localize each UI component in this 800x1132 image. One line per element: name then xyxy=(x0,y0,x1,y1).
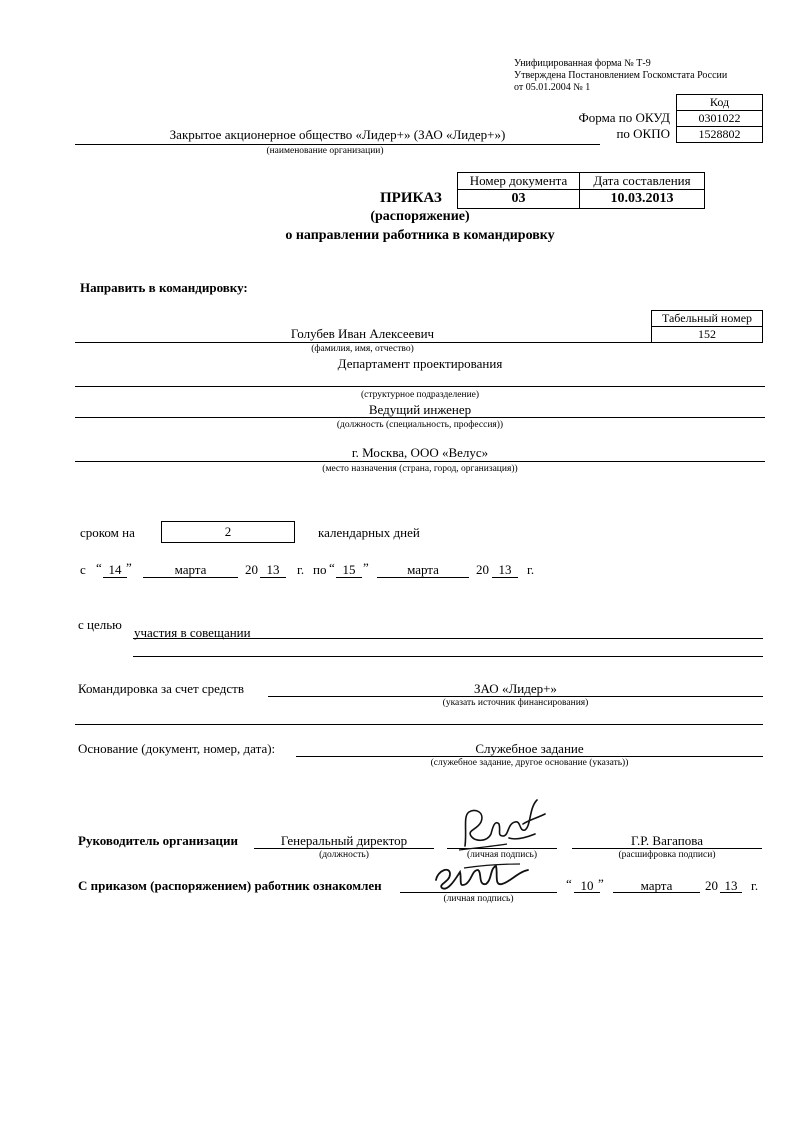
purpose-underline-1 xyxy=(133,638,763,639)
acknowledgement-label: С приказом (распоряжением) работник ознакомлен xyxy=(78,878,382,893)
term-days-label: календарных дней xyxy=(318,525,420,540)
to-month: марта xyxy=(407,562,439,577)
ack-month-underline xyxy=(613,892,700,893)
position-underline xyxy=(75,417,765,418)
document-number: 03 xyxy=(458,190,580,209)
purpose-label: с целью xyxy=(78,617,122,632)
from-close-quote: ” xyxy=(126,560,132,575)
okud-code: 0301022 xyxy=(677,111,763,127)
to-year-suffix: г. xyxy=(527,562,535,577)
funding-value: ЗАО «Лидер+» xyxy=(474,681,557,696)
department: Департамент проектирования xyxy=(337,356,503,371)
term-label: сроком на xyxy=(80,525,135,540)
personnel-number-label: Табельный номер xyxy=(652,311,763,327)
from-century: 20 xyxy=(245,562,258,577)
head-name-underline xyxy=(572,848,762,849)
form-reference-line1: Унифицированная форма № Т-9 xyxy=(514,58,651,69)
funding-underline xyxy=(268,696,763,697)
head-name: Г.Р. Вагапова xyxy=(631,833,703,848)
destination-underline xyxy=(75,461,765,462)
ack-day: 10 xyxy=(580,878,594,893)
purpose-value: участия в совещании xyxy=(134,625,251,640)
order-subject: о направлении работника в командировку xyxy=(285,228,555,243)
employee-signature-icon xyxy=(428,858,538,898)
basis-label: Основание (документ, номер, дата): xyxy=(78,741,276,756)
form-reference-line3: от 05.01.2004 № 1 xyxy=(514,82,591,93)
ack-year-suffix: г. xyxy=(751,878,759,893)
department-caption: (структурное подразделение) xyxy=(360,390,480,400)
personnel-number: 152 xyxy=(652,327,763,343)
ack-open-quote: “ xyxy=(566,876,572,891)
organization-caption: (наименование организации) xyxy=(266,146,384,156)
okpo-label: по ОКПО xyxy=(616,126,670,141)
head-position-underline xyxy=(254,848,434,849)
basis-value: Служебное задание xyxy=(475,741,584,756)
position-caption: (должность (специальность, профессия)) xyxy=(336,420,504,430)
ack-signature-caption: (личная подпись) xyxy=(443,894,514,904)
codes-table xyxy=(676,94,763,143)
organization-name: Закрытое акционерное общество «Лидер+» (ЗАО «Лидер+») xyxy=(169,127,506,142)
from-year-suffix: г. xyxy=(297,562,305,577)
funding-caption: (указать источник финансирования) xyxy=(442,698,589,708)
position-caption: (должность) xyxy=(319,850,369,860)
name-caption: (расшифровка подписи) xyxy=(618,850,716,860)
to-year-underline xyxy=(492,577,518,578)
from-day-underline xyxy=(103,577,127,578)
head-label: Руководитель организации xyxy=(78,833,238,848)
basis-underline xyxy=(296,756,763,757)
from-prefix: с xyxy=(80,562,86,577)
ack-year-underline xyxy=(720,892,742,893)
to-prefix: по xyxy=(313,562,327,577)
form-reference-line2: Утверждена Постановлением Госкомстата России xyxy=(514,70,728,81)
destination: г. Москва, ООО «Велус» xyxy=(351,445,489,460)
to-century: 20 xyxy=(476,562,489,577)
to-close-quote: ” xyxy=(363,560,369,575)
funding-label: Командировка за счет средств xyxy=(78,681,244,696)
employee-name-underline xyxy=(75,342,652,343)
to-day: 15 xyxy=(342,562,356,577)
to-open-quote: “ xyxy=(329,560,335,575)
order-title: ПРИКАЗ xyxy=(380,190,442,206)
from-day: 14 xyxy=(108,562,122,577)
ack-day-underline xyxy=(574,892,600,893)
head-position: Генеральный директор xyxy=(280,833,408,848)
to-day-underline xyxy=(336,577,362,578)
document-date: 10.03.2013 xyxy=(580,190,705,209)
document-number-label: Номер документа xyxy=(458,173,580,190)
ack-month: марта xyxy=(640,878,673,893)
send-heading: Направить в командировку: xyxy=(80,280,248,295)
to-year: 13 xyxy=(498,562,512,577)
from-year: 13 xyxy=(266,562,280,577)
term-days: 2 xyxy=(161,521,295,543)
from-year-underline xyxy=(260,577,286,578)
position: Ведущий инженер xyxy=(368,402,472,417)
head-signature-caption: (личная подпись) xyxy=(466,850,538,860)
from-month: марта xyxy=(174,562,207,577)
ack-close-quote: ” xyxy=(598,876,604,891)
okpo-code: 1528802 xyxy=(677,127,763,143)
personnel-number-table xyxy=(651,310,763,343)
from-month-underline xyxy=(143,577,238,578)
purpose-underline-2 xyxy=(133,656,763,657)
okud-label: Форма по ОКУД xyxy=(578,110,670,125)
document-table xyxy=(457,172,705,209)
funding-underline-2 xyxy=(75,724,763,725)
employee-name: Голубев Иван Алексеевич xyxy=(290,326,435,341)
organization-underline xyxy=(75,144,600,145)
order-subtitle: (распоряжение) xyxy=(370,209,470,224)
to-month-underline xyxy=(377,577,469,578)
destination-caption: (место назначения (страна, город, организация)) xyxy=(322,464,518,474)
employee-name-caption: (фамилия, имя, отчество) xyxy=(311,344,414,354)
code-header: Код xyxy=(677,95,763,111)
basis-caption: (служебное задание, другое основание (указать)) xyxy=(430,758,629,768)
department-underline xyxy=(75,386,765,387)
from-open-quote: “ xyxy=(96,560,102,575)
head-signature-icon xyxy=(445,790,565,860)
document-date-label: Дата составления xyxy=(580,173,705,190)
ack-year: 13 xyxy=(724,878,738,893)
ack-century: 20 xyxy=(705,878,718,893)
